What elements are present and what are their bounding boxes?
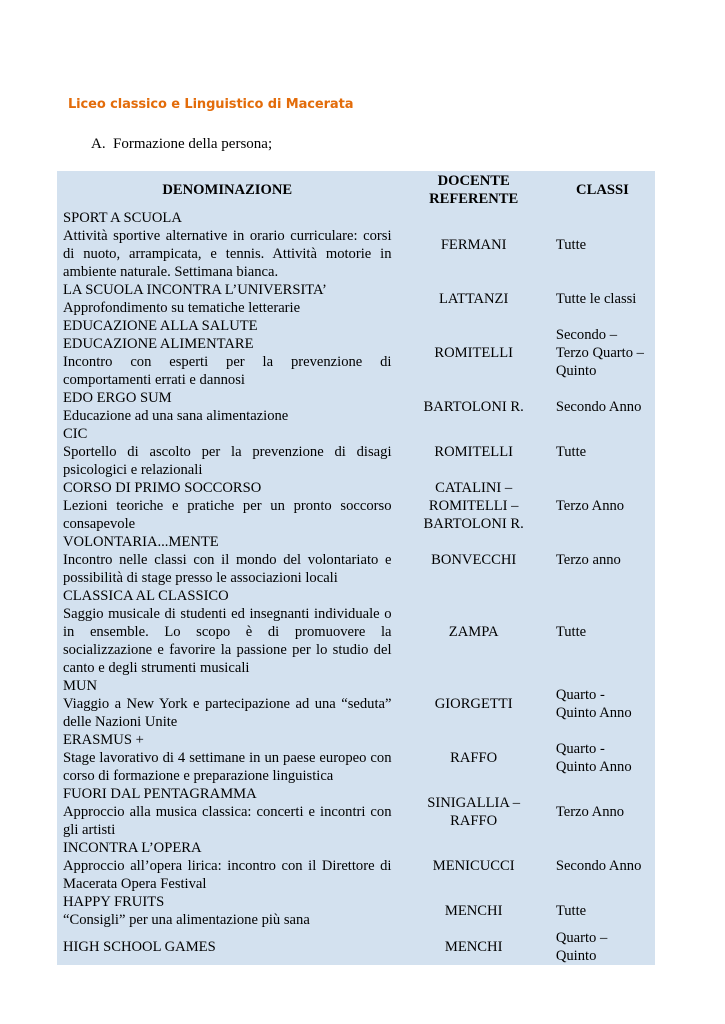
project-cell <box>57 209 398 281</box>
table-row <box>57 317 655 389</box>
project-description: Stage lavorativo di 4 settimane in un paese europeo con corso di formazione e preparazione linguistica <box>63 750 392 784</box>
header-denominazione: DENOMINAZIONE <box>162 182 293 198</box>
docente-referente: ROMITELLI <box>434 444 513 460</box>
project-name: CLASSICA AL CLASSICO <box>63 588 229 604</box>
project-description: Sportello di ascolto per la prevenzione di disagi psicologici e relazionali <box>63 444 392 478</box>
docente-referente: MENICUCCI <box>432 858 515 874</box>
classi: Quarto – Quinto <box>555 930 608 964</box>
page-title: Liceo classico e Linguistico di Macerata <box>68 97 354 112</box>
table-row <box>57 209 655 281</box>
classi: Secondo Anno <box>555 858 642 874</box>
project-cell <box>57 893 398 929</box>
project-name: INCONTRA L’OPERA <box>63 840 202 856</box>
project-name: FUORI DAL PENTAGRAMMA <box>63 786 257 802</box>
docente-referente: MENCHI <box>444 903 503 919</box>
project-cell <box>57 533 398 587</box>
table-row <box>57 731 655 785</box>
project-name: EDUCAZIONE ALLA SALUTE EDUCAZIONE ALIMENTARE <box>63 318 258 352</box>
project-name: CORSO DI PRIMO SOCCORSO <box>63 480 262 496</box>
table-header-row <box>57 171 655 209</box>
table-row <box>57 893 655 929</box>
classi: Tutte le classi <box>555 291 637 307</box>
project-name: CIC <box>63 426 88 442</box>
classi: Tutte <box>555 624 587 640</box>
project-name: ERASMUS + <box>63 732 144 748</box>
project-cell <box>57 425 398 479</box>
docente-referente: LATTANZI <box>438 291 509 307</box>
project-description: Saggio musicale di studenti ed insegnanti individuale o in ensemble. Lo scopo è di promuovere la socializzazione e favorire la passione per lo studio del canto e degli strumenti musicali <box>63 606 392 676</box>
project-name: VOLONTARIA...MENTE <box>63 534 219 550</box>
section-label: Formazione della persona; <box>113 136 273 152</box>
classi: Terzo Anno <box>555 498 625 514</box>
project-description: Lezioni teoriche e pratiche per un pronto soccorso consapevole <box>63 498 392 532</box>
project-name: HIGH SCHOOL GAMES <box>63 939 216 955</box>
project-name: MUN <box>63 678 98 694</box>
project-description: Approccio all’opera lirica: incontro con il Direttore di Macerata Opera Festival <box>63 858 392 892</box>
project-name: EDO ERGO SUM <box>63 390 172 406</box>
project-cell <box>57 839 398 893</box>
table-row <box>57 785 655 839</box>
classi: Tutte <box>555 237 587 253</box>
project-description: Incontro nelle classi con il mondo del volontariato e possibilità di stage presso le associazioni locali <box>63 552 392 586</box>
project-cell <box>57 281 398 317</box>
project-name: LA SCUOLA INCONTRA L’UNIVERSITA’ <box>63 282 327 298</box>
project-cell <box>57 677 398 731</box>
project-cell <box>57 929 398 965</box>
table-row <box>57 677 655 731</box>
docente-referente: ZAMPA <box>448 624 499 640</box>
docente-referente: RAFFO <box>450 750 498 766</box>
project-description: Viaggio a New York e partecipazione ad una “seduta” delle Nazioni Unite <box>63 696 392 730</box>
table-row <box>57 479 655 533</box>
header-classi: CLASSI <box>576 182 629 198</box>
classi: Quarto - Quinto Anno <box>555 741 632 775</box>
project-name: SPORT A SCUOLA <box>63 210 182 226</box>
project-cell <box>57 785 398 839</box>
table-row <box>57 281 655 317</box>
docente-referente: CATALINI – ROMITELLI – BARTOLONI R. <box>423 480 524 532</box>
classi: Secondo Anno <box>555 399 642 415</box>
docente-referente: BARTOLONI R. <box>423 399 524 415</box>
project-description: Attività sportive alternative in orario curriculare: corsi di nuoto, arrampicata, e tennis. Attività motorie in ambiente naturale. Settimana bianca. <box>63 228 392 280</box>
project-cell <box>57 479 398 533</box>
table-row <box>57 425 655 479</box>
docente-referente: GIORGETTI <box>434 696 513 712</box>
project-cell <box>57 587 398 677</box>
project-description: “Consigli” per una alimentazione più sana <box>63 912 310 928</box>
docente-referente: BONVECCHI <box>431 552 517 568</box>
project-name: HAPPY FRUITS <box>63 894 165 910</box>
project-cell <box>57 731 398 785</box>
classi: Secondo – Terzo Quarto – Quinto <box>555 327 644 379</box>
docente-referente: ROMITELLI <box>434 345 513 361</box>
docente-referente: FERMANI <box>440 237 507 253</box>
project-description: Approfondimento su tematiche letterarie <box>63 300 301 316</box>
table-row <box>57 533 655 587</box>
project-description: Approccio alla musica classica: concerti e incontri con gli artisti <box>63 804 392 838</box>
section-marker: A. <box>91 136 106 152</box>
section-heading <box>91 136 272 153</box>
classi: Terzo anno <box>555 552 621 568</box>
docente-referente: MENCHI <box>444 939 503 955</box>
classi: Tutte <box>555 444 587 460</box>
classi: Terzo Anno <box>555 804 625 820</box>
project-cell <box>57 317 398 389</box>
projects-table <box>57 171 655 965</box>
header-docente-referente: DOCENTE REFERENTE <box>429 173 519 207</box>
project-description: Incontro con esperti per la prevenzione di comportamenti errati e dannosi <box>63 354 392 388</box>
table-row <box>57 839 655 893</box>
table-row <box>57 587 655 677</box>
project-cell <box>57 389 398 425</box>
table-row <box>57 389 655 425</box>
classi: Tutte <box>555 903 587 919</box>
docente-referente: SINIGALLIA – RAFFO <box>427 795 521 829</box>
table-row <box>57 929 655 965</box>
project-description: Educazione ad una sana alimentazione <box>63 408 289 424</box>
classi: Quarto - Quinto Anno <box>555 687 632 721</box>
table-body <box>57 209 655 965</box>
